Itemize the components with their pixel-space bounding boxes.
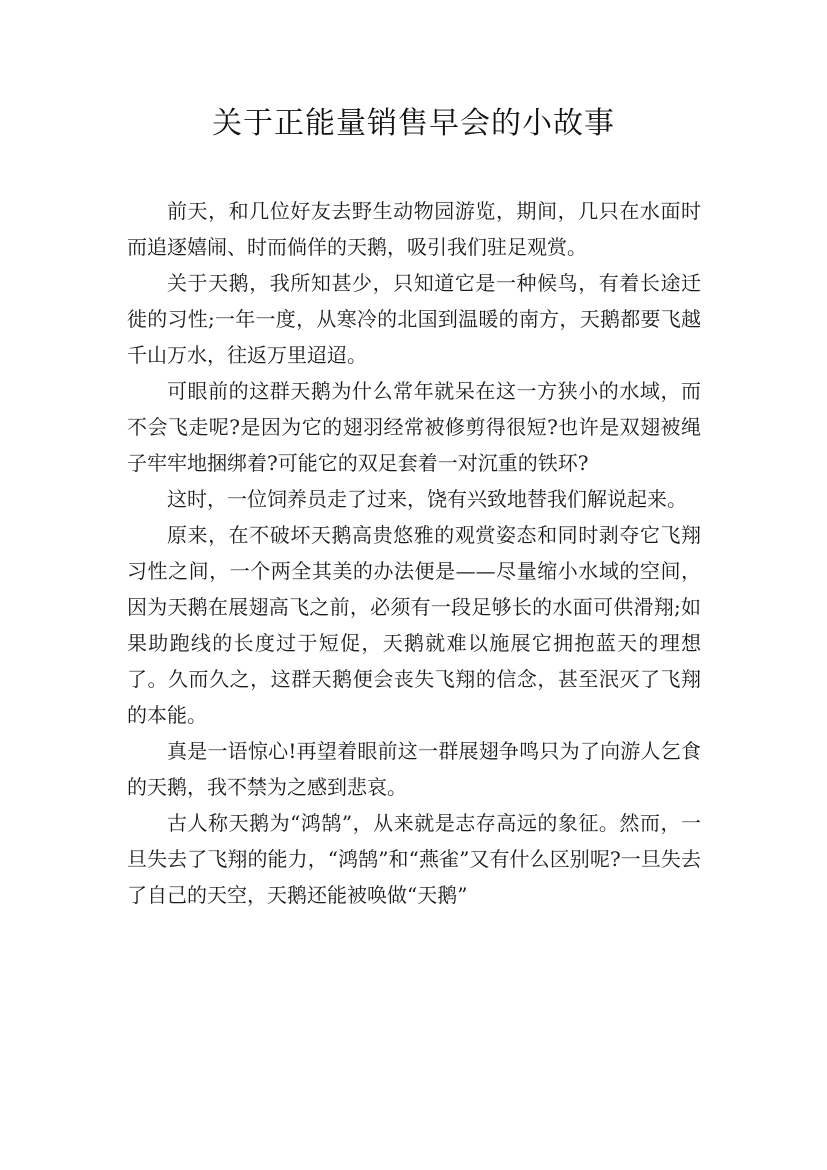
paragraph-2: 关于天鹅，我所知甚少，只知道它是一种候鸟，有着长途迁徙的习性;一年一度，从寒冷的北国到温暖的南方，天鹅都要飞越千山万水，往返万里迢迢。 <box>127 271 701 367</box>
paragraph-4: 这时，一位饲养员走了过来，饶有兴致地替我们解说起来。 <box>167 487 687 511</box>
paragraph-5: 原来，在不破坏天鹅高贵悠雅的观赏姿态和同时剥夺它飞翔习性之间，一个两全其美的办法便是——尽量缩小水域的空间，因为天鹅在展翅高飞之前，必须有一段足够长的水面可供滑翔;如果助跑线的长度过于短促，天鹅就难以施展它拥抱蓝天的理想了。久而久之，这群天鹅便会丧失飞翔的信念，甚至泯灭了飞翔的本能。 <box>127 523 701 727</box>
paragraph-1: 前天，和几位好友去野生动物园游览，期间，几只在水面时而追逐嬉闹、时而倘佯的天鹅，吸引我们驻足观赏。 <box>127 199 701 259</box>
document-body <box>127 193 701 913</box>
paragraph-7: 古人称天鹅为“鸿鹄”，从来就是志存高远的象征。然而，一旦失去了飞翔的能力，“鸿鹄”和“燕雀”又有什么区别呢?一旦失去了自己的天空，天鹅还能被唤做“天鹅” <box>127 811 701 907</box>
paragraph-3: 可眼前的这群天鹅为什么常年就呆在这一方狭小的水域，而不会飞走呢?是因为它的翅羽经常被修剪得很短?也许是双翅被绳子牢牢地捆绑着?可能它的双足套着一对沉重的铁环? <box>127 379 701 475</box>
paragraph-6: 真是一语惊心!再望着眼前这一群展翅争鸣只为了向游人乞食的天鹅，我不禁为之感到悲哀。 <box>127 739 701 799</box>
document-title: 关于正能量销售早会的小故事 <box>212 106 615 141</box>
